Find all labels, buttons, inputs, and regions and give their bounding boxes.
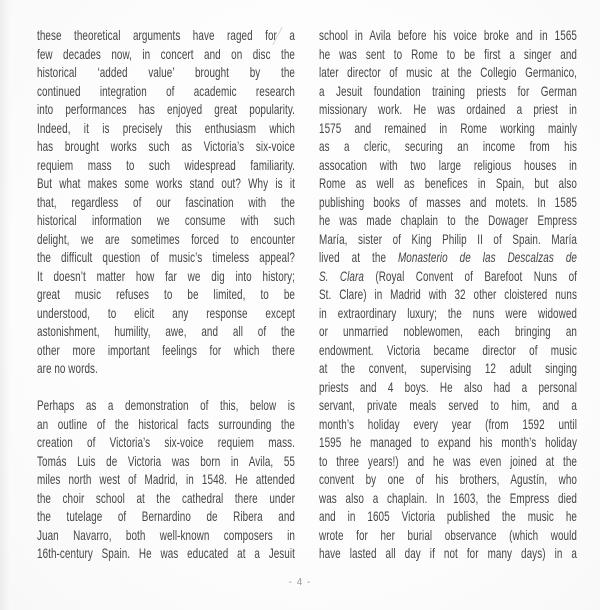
text-line: have lasted all day if not for many days) in a — [319, 545, 577, 561]
text-line: astonishment, humility, awe, and all of the — [37, 323, 295, 339]
text-line: school in Avila before his voice broke and in 1565 — [319, 27, 577, 43]
text-line: other more important feelings for which there — [37, 341, 295, 358]
text-line: the choir school at the cathedral there under — [37, 489, 295, 506]
paragraph — [37, 396, 295, 563]
text-line: are no words. — [37, 360, 98, 376]
text-line: or unmarried noblewomen, each bringing an — [319, 323, 577, 339]
text-line: It doesn’t matter how far we dig into history; — [37, 267, 295, 284]
italic-text-segment: S. Clara — [319, 267, 364, 284]
text-line: creation of Victoria’s six-voice requiem mass. — [37, 434, 295, 450]
text-line: to three years!) and he was even joined at the — [319, 452, 577, 469]
text-line: 16th-century Spain. He was educated at a Jesuit — [37, 545, 295, 561]
text-line: few decades now, in concert and on disc the — [37, 45, 295, 62]
text-line: an outline of the historical facts surrounding the — [37, 415, 295, 432]
text-line: a Jesuit foundation training priests for German — [319, 82, 577, 99]
text-line: But what makes some works stand out? Why is it — [37, 175, 295, 191]
text-segment: (Royal Convent of Barefoot Nuns of — [363, 267, 577, 284]
text-line: miles north west of Madrid, in 1548. He attended — [37, 471, 295, 487]
text-line: the difficult question of music’s timeless appeal? — [37, 249, 295, 265]
text-line: 1575 and remained in Rome working mainly — [319, 119, 577, 136]
text-line: in extraordinary luxury; the nuns were widowed — [319, 304, 577, 321]
text-line: María, sister of King Philip II of Spain. María — [319, 230, 577, 247]
text-line: later director of music at the Collegio Germanico, — [319, 64, 577, 80]
text-line: requiem mass to such widespread familiarity. — [37, 156, 295, 173]
text-line — [319, 267, 577, 286]
text-line: he was made chaplain to the Dowager Empress — [319, 212, 577, 228]
text-line: Tomás Luis de Victoria was born in Avila, 55 — [37, 452, 295, 469]
text-segment: lived at the — [319, 249, 398, 265]
text-column-left — [37, 26, 295, 563]
paragraph — [37, 26, 295, 378]
text-line: has brought works such as Victoria’s six-voice — [37, 138, 295, 154]
text-line: and in 1605 Victoria published the music he — [319, 508, 577, 524]
text-line: delight, we are sometimes forced to encounter — [37, 230, 295, 247]
italic-text-segment: Monasterio de las Descalzas de — [397, 249, 577, 265]
text-line: endowment. Victoria became director of music — [319, 341, 577, 358]
text-line: convent by one of his brothers, Agustín, who — [319, 471, 577, 487]
text-line: Indeed, it is precisely this enthusiasm which — [37, 119, 295, 136]
text-line: was also a chaplain. In 1603, the Empress died — [319, 489, 577, 506]
text-line: servant, private meals served to him, and a — [319, 397, 577, 413]
text-line: St. Clare) in Madrid with 32 other cloistered nuns — [319, 286, 577, 302]
text-line: great music refuses to be limited, to be — [37, 286, 295, 302]
text-line: historical ‘added value’ brought by the — [37, 64, 295, 80]
text-line: assocation with two large religious houses in — [319, 156, 577, 173]
text-line: month’s holiday every year (from 1592 until — [319, 415, 577, 432]
text-line: priests and 4 boys. He also had a personal — [319, 378, 577, 395]
text-line: that, regardless of our fascination with the — [37, 193, 295, 210]
text-line: Rome as well as benefices in Spain, but also — [319, 175, 577, 191]
text-line: as a cleric, securing an income from his — [319, 138, 577, 154]
page-number: - 4 - — [288, 577, 312, 588]
text-line: continued integration of academic research — [37, 82, 295, 99]
paragraph — [319, 26, 577, 563]
text-line: missionary work. He was ordained a priest in — [319, 101, 577, 117]
text-line: 1595 he managed to expand his month’s holiday — [319, 434, 577, 450]
text-line: the tutelage of Bernardino de Ribera and — [37, 508, 295, 524]
text-line: wrote for her burial observance (which would — [319, 526, 577, 543]
text-line: Juan Navarro, both well-known composers in — [37, 526, 295, 543]
text-line: understood, to elicit any response except — [37, 304, 295, 321]
text-line: Perhaps as a demonstration of this, below is — [37, 397, 295, 413]
text-column-right — [319, 26, 577, 563]
text-line: publishing books of masses and motets. In 1585 — [319, 193, 577, 210]
text-line: historical information we consume with such — [37, 212, 295, 228]
text-line: these theoretical arguments have raged for a — [37, 27, 295, 43]
text-line: he was sent to Rome to be first a singer and — [319, 45, 577, 62]
text-line — [319, 248, 577, 267]
text-line: at the convent, supervising 12 adult singing — [319, 360, 577, 376]
text-line: into performances has enjoyed great popularity. — [37, 101, 295, 117]
